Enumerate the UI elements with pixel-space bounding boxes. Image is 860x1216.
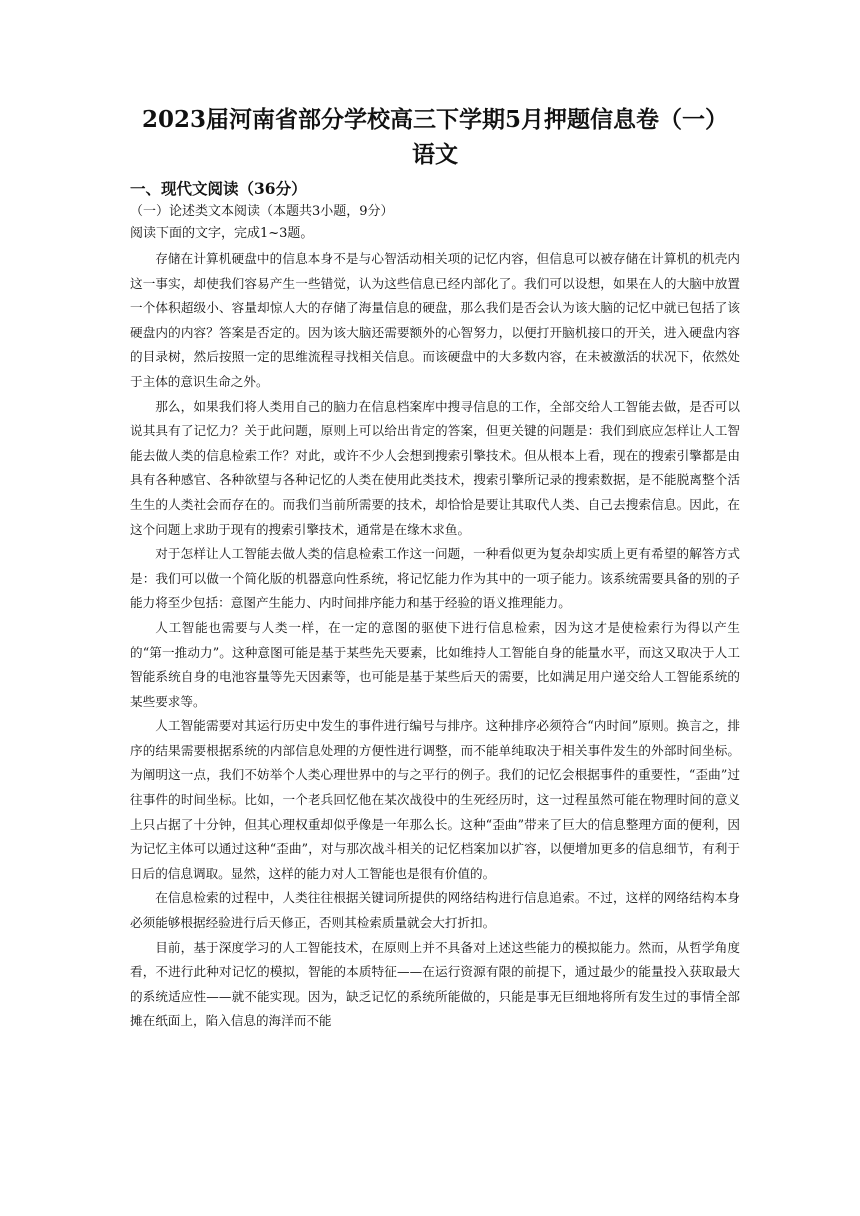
passage-paragraph-4: 人工智能也需要与人类一样，在一定的意图的驱使下进行信息检索，因为这才是使检索行为得以产生的“第一推动力”。这种意图可能是基于某些先天要素，比如维持人工智能自身的能量水平，而这又取决于人工智能系统自身的电池容量等先天因素等，也可能是基于某些后天的需要，比如满足用户递交给人工智能系统的某些要求等。	[130, 619, 740, 709]
section-heading: 一、现代文阅读（36分）	[130, 179, 307, 198]
document-title: 2023届河南省部分学校高三下学期5月押题信息卷（一）	[141, 106, 729, 133]
passage-paragraph-1: 存储在计算机硬盘中的信息本身不是与心智活动相关项的记忆内容，但信息可以被存储在计算机的机壳内这一事实，却使我们容易产生一些错觉，认为这些信息已经内部化了。我们可以设想，如果在人的大脑中放置一个体积超级小、容量却惊人大的存储了海量信息的硬盘，那么我们是否会认为该大脑的记忆中就已包括了该硬盘内的内容？答案是否定的。因为该大脑还需要额外的心智努力，以便打开脑机接口的开关，进入硬盘内容的目录树，然后按照一定的思维流程寻找相关信息。而该硬盘中的大多数内容，在未被激活的状况下，依然处于主体的意识生命之外。	[130, 251, 740, 389]
passage-paragraph-2: 那么，如果我们将人类用自己的脑力在信息档案库中搜寻信息的工作，全部交给人工智能去做，是否可以说其具有了记忆力？关于此问题，原则上可以给出肯定的答案，但更关键的问题是：我们到底应怎样让人工智能去做人类的信息检索工作？对此，或许不少人会想到搜索引擎技术。但从根本上看，现在的搜索引擎都是由具有各种感官、各种欲望与各种记忆的人类在使用此类技术，搜索引擎所记录的搜索数据，是不能脱离整个活生生的人类社会而存在的。而我们当前所需要的技术，却恰恰是要让其取代人类、自己去搜索信息。因此，在这个问题上求助于现有的搜索引擎技术，通常是在缘木求鱼。	[130, 398, 740, 537]
passage-paragraph-5: 人工智能需要对其运行历史中发生的事件进行编号与排序。这种排序必须符合“内时间”原则。换言之，排序的结果需要根据系统的内部信息处理的方便性进行调整，而不能单纯取决于相关事件发生的外部时间坐标。为阐明这一点，我们不妨举个人类心理世界中的与之平行的例子。我们的记忆会根据事件的重要性，“歪曲”过往事件的时间坐标。比如，一个老兵回忆他在某次战役中的生死经历时，这一过程虽然可能在物理时间的意义上只占据了十分钟，但其心理权重却似乎像是一年那么长。这种“歪曲”带来了巨大的信息整理方面的便利，因为记忆主体可以通过这种“歪曲”，对与那次战斗相关的记忆档案加以扩容，以便增加更多的信息细节，有利于日后的信息调取。显然，这样的能力对人工智能也是很有价值的。	[130, 718, 740, 881]
reading-passage	[130, 247, 740, 1034]
reading-instruction: 阅读下面的文字，完成1~3题。	[130, 226, 314, 241]
passage-paragraph-3: 对于怎样让人工智能去做人类的信息检索工作这一问题，一种看似更为复杂却实质上更有希望的解答方式是：我们可以做一个简化版的机器意向性系统，将记忆能力作为其中的一项子能力。该系统需要具备的别的子能力将至少包括：意图产生能力、内时间排序能力和基于经验的语义推理能力。	[130, 546, 740, 611]
passage-paragraph-7: 目前，基于深度学习的人工智能技术，在原则上并不具备对上述这些能力的模拟能力。然而，从哲学角度看，不进行此种对记忆的模拟，智能的本质特征——在运行资源有限的前提下，通过最少的能量投入获取最大的系统适应性——就不能实现。因为，缺乏记忆的系统所能做的，只能是事无巨细地将所有发生过的事情全部摊在纸面上，陷入信息的海洋而不能	[130, 939, 740, 1029]
sub-section-heading: （一）论述类文本阅读（本题共3小题，9分）	[130, 204, 394, 219]
passage-paragraph-6: 在信息检索的过程中，人类往往根据关键词所提供的网络结构进行信息追索。不过，这样的网络结构本身必须能够根据经验进行后天修正，否则其检索质量就会大打折扣。	[130, 890, 740, 931]
subject-title: 语文	[412, 141, 458, 168]
